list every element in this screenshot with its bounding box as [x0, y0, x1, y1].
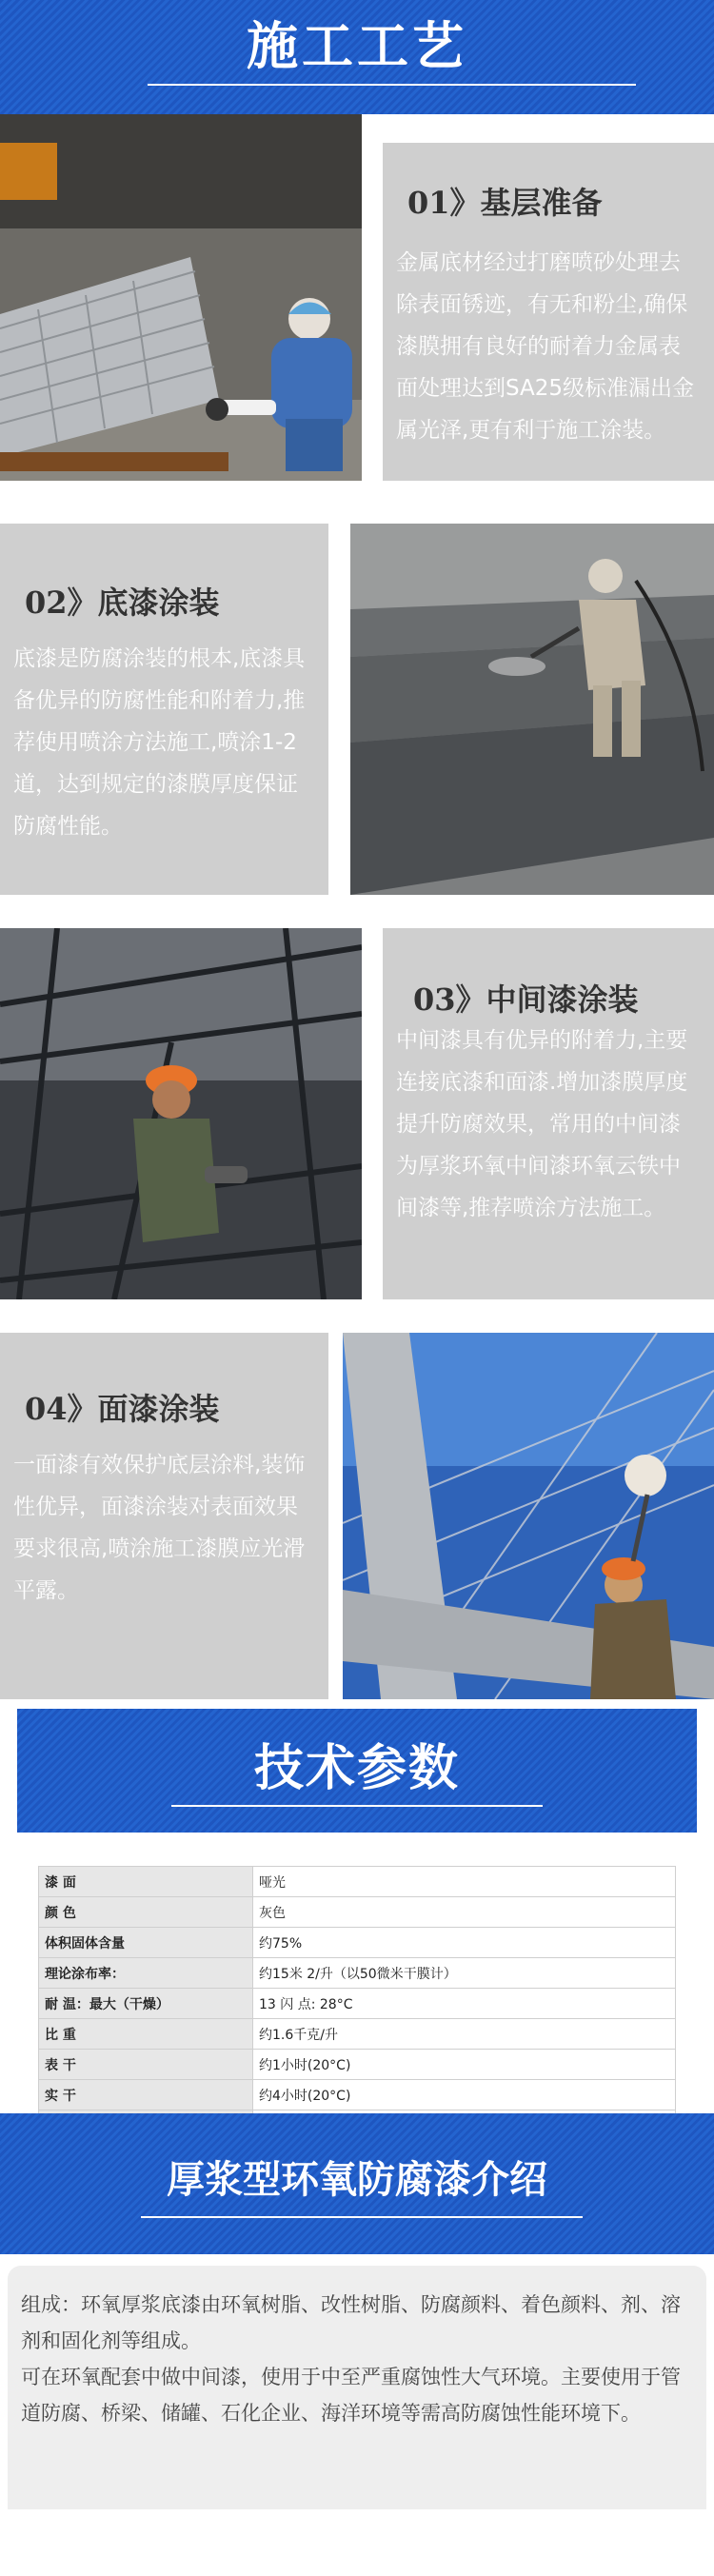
step-3-photo: [0, 928, 362, 1299]
tech-params-table: [38, 1866, 676, 2141]
param-value-cell: 约4小时(20°C): [253, 2080, 676, 2110]
step-section-2: [0, 524, 714, 928]
step-4-card: [0, 1333, 328, 1699]
table-row: [39, 2080, 676, 2110]
step-section-3: [0, 928, 714, 1333]
param-name-cell: 颜 色: [39, 1897, 253, 1928]
step-1-photo: [0, 114, 362, 481]
intro-divider: [141, 2216, 583, 2218]
param-value-cell: 13 闪 点: 28°C: [253, 1989, 676, 2019]
header-banner: [0, 0, 714, 114]
tech-banner: [0, 1709, 714, 1866]
intro-box: [8, 2266, 706, 2509]
step-1-card: [383, 143, 714, 481]
param-name-cell: 实 干: [39, 2080, 253, 2110]
param-value-cell: 约1小时(20°C): [253, 2050, 676, 2080]
param-value-cell: 约1.6千克/升: [253, 2019, 676, 2050]
header-divider: [148, 84, 636, 86]
step-2-card: [0, 524, 328, 895]
step-4-photo: [343, 1333, 714, 1699]
param-value-cell: 约15米 2/升（以50微米干膜计）: [253, 1958, 676, 1989]
table-row: [39, 2050, 676, 2080]
table-row: [39, 1928, 676, 1958]
step-1-heading: 01》基层准备: [407, 185, 603, 221]
table-row: [39, 1989, 676, 2019]
intro-paragraph-usage: 可在环氧配套中做中间漆，使用于中至严重腐蚀性大气环境。主要使用于管道防腐、桥梁、储罐、石化企业、海洋环境等需高防腐蚀性能环境下。: [21, 2366, 681, 2425]
param-name-cell: 耐 温：最大（干燥）: [39, 1989, 253, 2019]
tech-title: 技术参数: [253, 1740, 460, 1797]
param-name-cell: 漆 面: [39, 1867, 253, 1897]
step-3-heading: 03》中间漆涂装: [413, 981, 639, 1018]
intro-title: 厚浆型环氧防腐漆介绍: [167, 2158, 547, 2202]
step-3-text: 中间漆具有优异的附着力,主要连接底漆和面漆.增加漆膜厚度提升防腐效果，常用的中间漆为厚浆环氧中间漆环氧云铁中间漆等,推荐喷涂方法施工。: [396, 1028, 688, 1220]
step-2-text: 底漆是防腐涂装的根本,底漆具备优异的防腐性能和附着力,推荐使用喷涂方法施工,喷涂1-2道，达到规定的漆膜厚度保证防腐性能。: [13, 646, 306, 839]
param-name-cell: 体积固体含量: [39, 1928, 253, 1958]
table-row: [39, 2019, 676, 2050]
param-value-cell: 灰色: [253, 1897, 676, 1928]
table-row: [39, 1897, 676, 1928]
tech-table-wrap: [0, 1866, 714, 2113]
step-section-4: [0, 1333, 714, 1709]
intro-paragraph-composition: 组成：环氧厚浆底漆由环氧树脂、改性树脂、防腐颜料、着色颜料、剂、溶剂和固化剂等组成。: [21, 2293, 681, 2352]
param-name-cell: 表 干: [39, 2050, 253, 2080]
param-value-cell: 哑光: [253, 1867, 676, 1897]
step-4-heading: 04》面漆涂装: [25, 1391, 220, 1427]
tech-divider: [171, 1805, 543, 1807]
step-2-photo: [350, 524, 714, 895]
table-row: [39, 1867, 676, 1897]
intro-section: [0, 2254, 714, 2509]
step-4-text: 一面漆有效保护底层涂料,装饰性优异，面漆涂装对表面效果要求很高,喷涂施工漆膜应光滑平露。: [13, 1453, 306, 1603]
step-2-heading: 02》底漆涂装: [25, 585, 220, 621]
page-title: 施工工艺: [247, 16, 467, 76]
param-name-cell: 理论涂布率：: [39, 1958, 253, 1989]
table-row: [39, 1958, 676, 1989]
step-section-1: [0, 114, 714, 524]
param-name-cell: 比 重: [39, 2019, 253, 2050]
step-1-text: 金属底材经过打磨喷砂处理去除表面锈迹，有无和粉尘,确保漆膜拥有良好的耐着力金属表面处理达到SA25级标准漏出金属光泽,更有利于施工涂装。: [396, 250, 695, 443]
step-3-card: [383, 928, 714, 1299]
param-value-cell: 约75%: [253, 1928, 676, 1958]
intro-banner: [0, 2113, 714, 2254]
